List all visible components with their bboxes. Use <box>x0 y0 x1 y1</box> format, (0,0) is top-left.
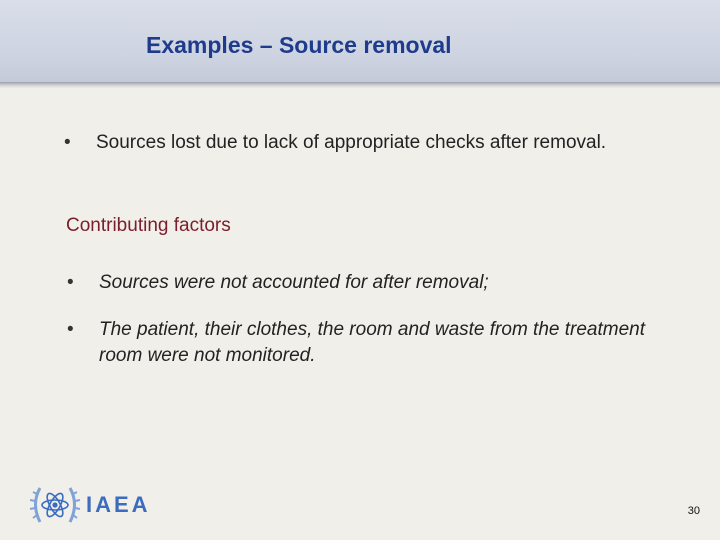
factor-bullet-item <box>67 317 667 369</box>
bullet-dot-icon: • <box>67 319 74 340</box>
main-bullet-list <box>64 130 644 156</box>
page-number: 30 <box>687 505 700 517</box>
main-bullet-text: Sources lost due to lack of appropriate checks after removal. <box>96 132 607 153</box>
factor-bullet-item <box>67 270 667 296</box>
slide-title: Examples – Source removal <box>146 32 452 58</box>
main-bullet-item <box>64 130 644 156</box>
un-atom-emblem-icon <box>28 480 82 530</box>
iaea-logo <box>28 480 168 530</box>
factor-bullet-text: The patient, their clothes, the room and waste from the treatment room were not monitored. <box>99 319 645 366</box>
iaea-logo-text: IAEA <box>86 492 151 517</box>
factor-bullet-text: Sources were not accounted for after removal; <box>99 272 489 293</box>
contributing-factors-heading: Contributing factors <box>66 215 231 236</box>
bullet-dot-icon: • <box>64 132 71 153</box>
title-bar-shadow <box>0 82 720 88</box>
bullet-dot-icon: • <box>67 272 74 293</box>
factor-bullet-list <box>67 270 667 390</box>
